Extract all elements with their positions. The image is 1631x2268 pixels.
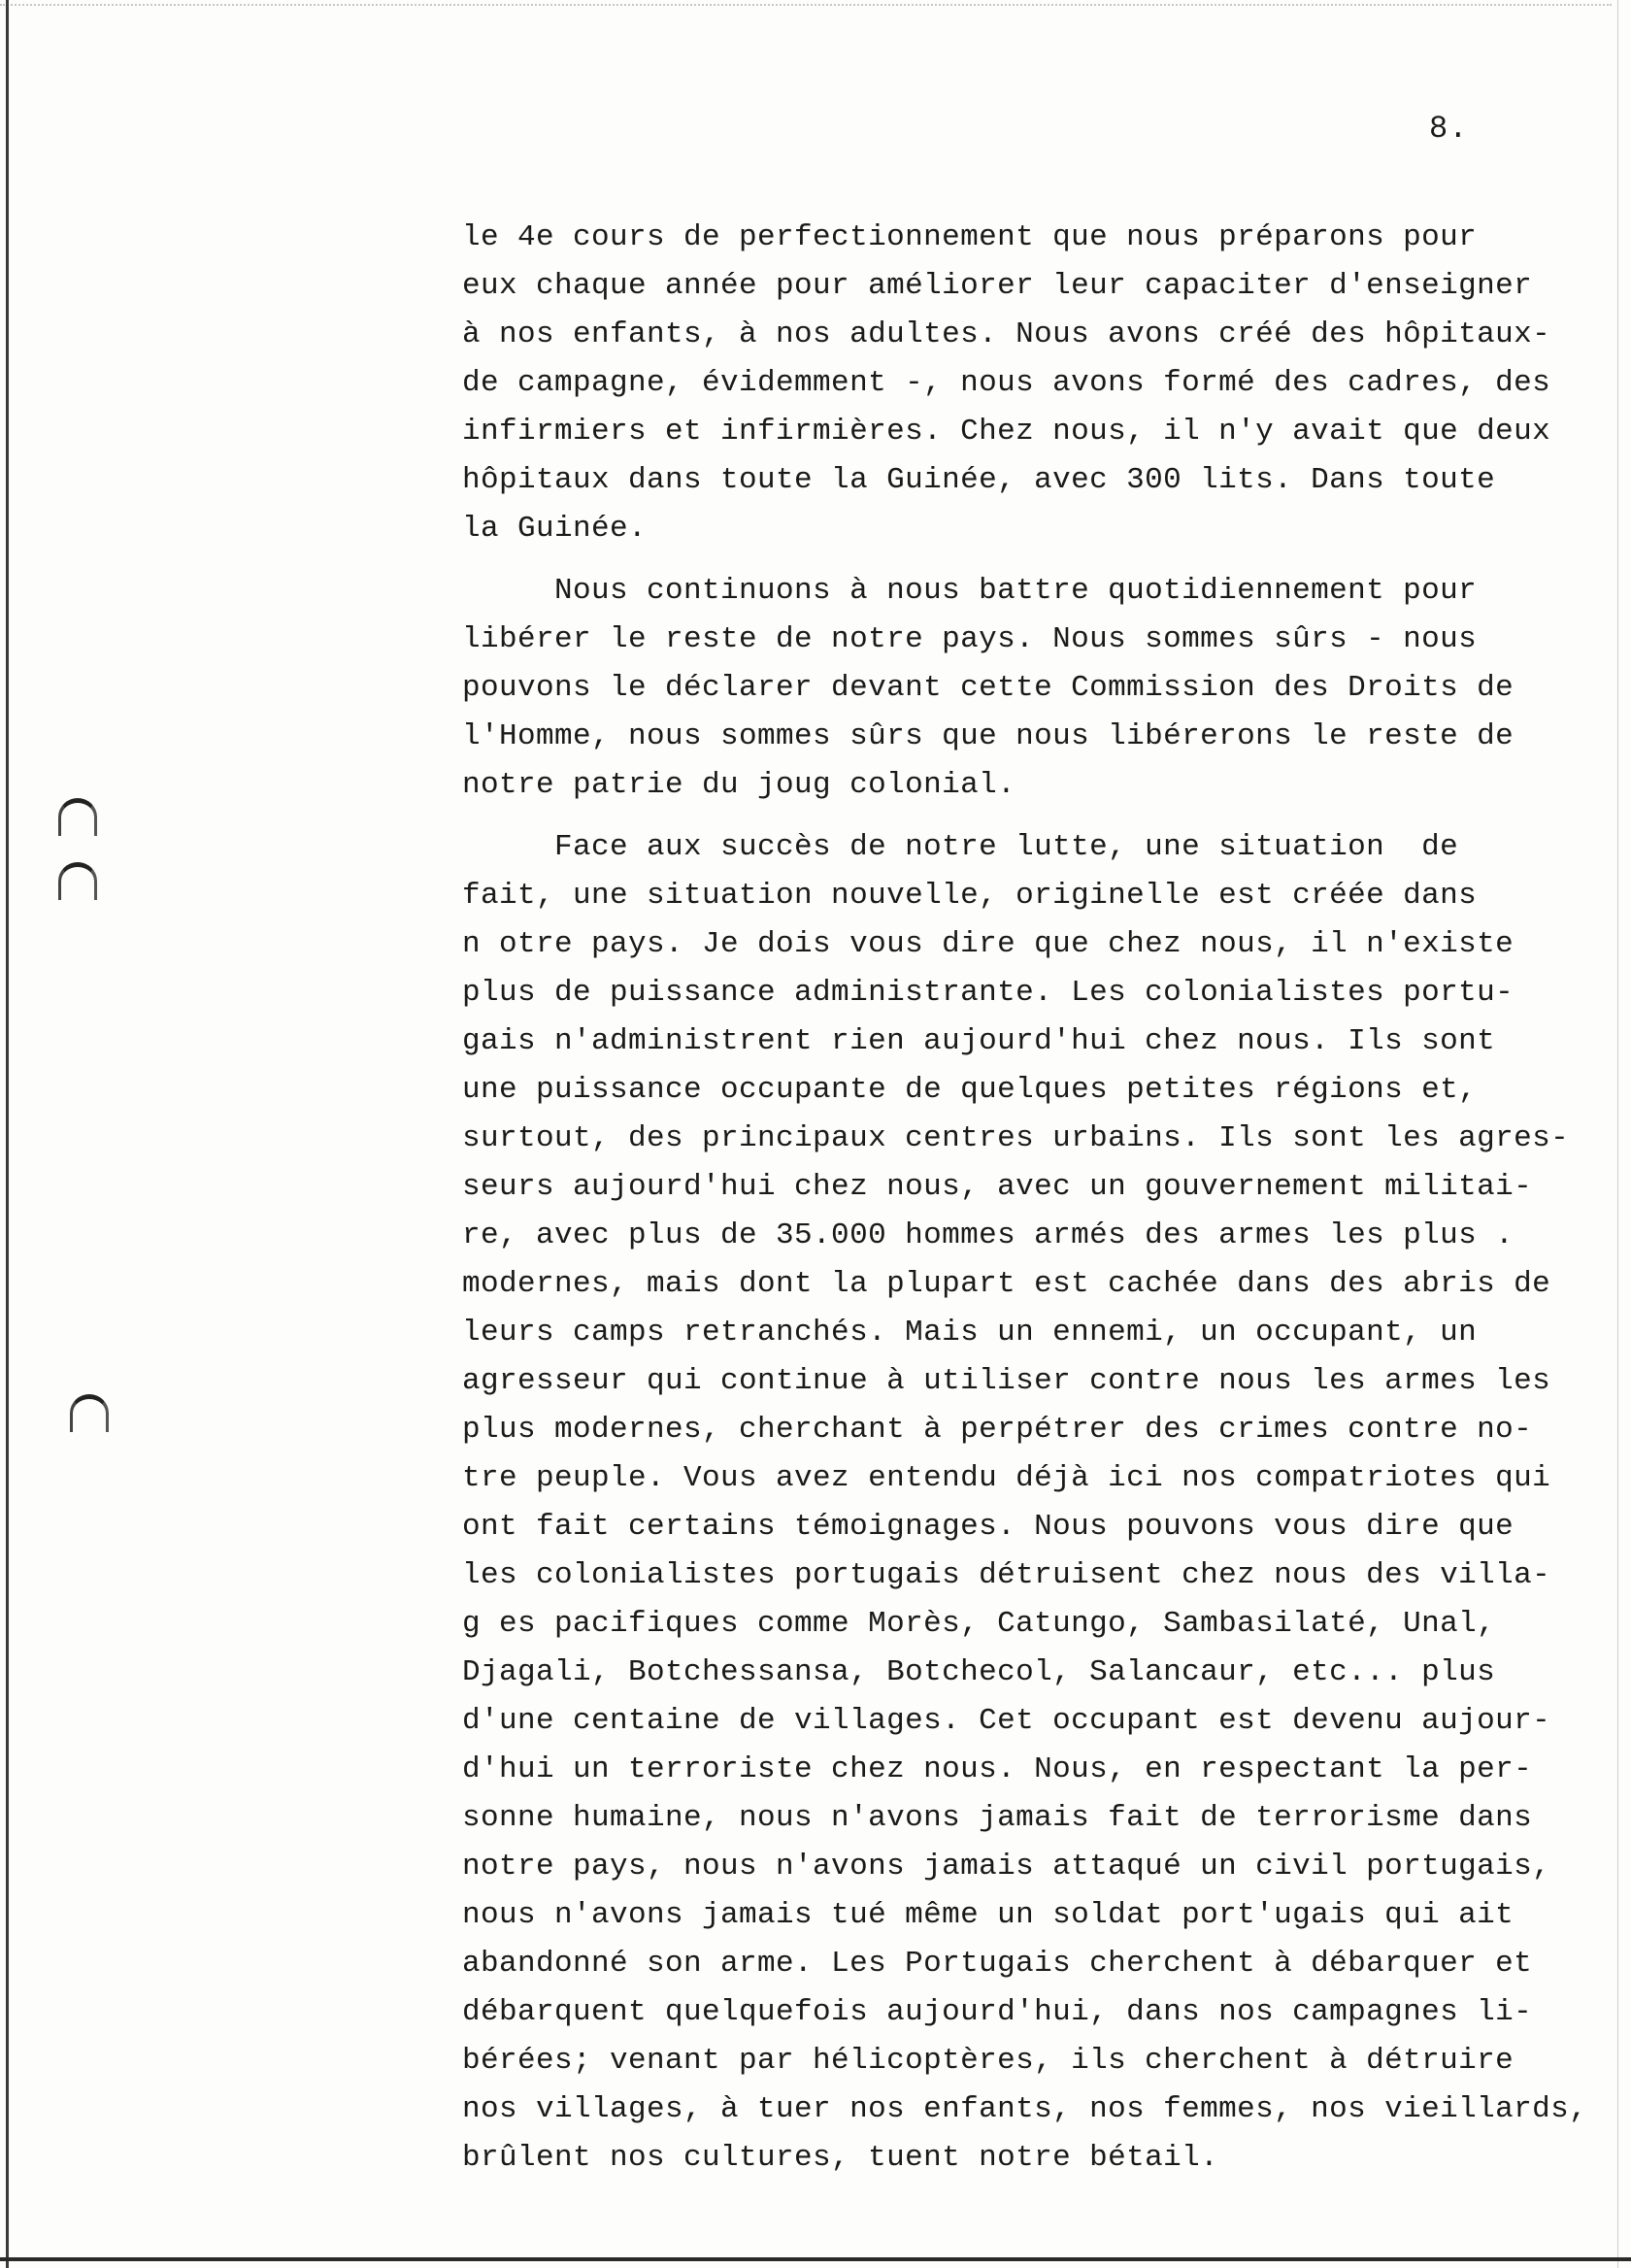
text-line: fait, une situation nouvelle, originelle est créée dans bbox=[462, 879, 1478, 913]
text-line: modernes, mais dont la plupart est cachée dans des abris de bbox=[462, 1267, 1551, 1301]
text-line: plus modernes, cherchant à perpétrer des crimes contre no- bbox=[462, 1413, 1533, 1447]
text-line: une puissance occupante de quelques petites régions et, bbox=[462, 1073, 1478, 1107]
text-line: l'Homme, nous sommes sûrs que nous libérerons le reste de bbox=[462, 719, 1514, 753]
text-line: plus de puissance administrante. Les colonialistes portu- bbox=[462, 976, 1514, 1010]
text-line: eux chaque année pour améliorer leur capaciter d'enseigner bbox=[462, 269, 1533, 303]
text-line: notre pays, nous n'avons jamais attaqué un civil portugais, bbox=[462, 1850, 1551, 1884]
text-line: n otre pays. Je dois vous dire que chez nous, il n'existe bbox=[462, 927, 1514, 961]
text-line: pouvons le déclarer devant cette Commission des Droits de bbox=[462, 671, 1514, 705]
punch-hole-mark bbox=[58, 798, 97, 836]
text-line: nos villages, à tuer nos enfants, nos femmes, nos vieillards, bbox=[462, 2092, 1588, 2126]
text-line: hôpitaux dans toute la Guinée, avec 300 lits. Dans toute bbox=[462, 463, 1496, 497]
paragraph-gap bbox=[462, 810, 1608, 823]
page-number: 8. bbox=[1429, 111, 1469, 147]
text-line: Face aux succès de notre lutte, une situation de bbox=[462, 830, 1459, 864]
text-line: nous n'avons jamais tué même un soldat port'ugais qui ait bbox=[462, 1898, 1514, 1932]
text-line: seurs aujourd'hui chez nous, avec un gouvernement militai- bbox=[462, 1170, 1533, 1204]
text-line: le 4e cours de perfectionnement que nous préparons pour bbox=[462, 220, 1478, 254]
text-line: d'une centaine de villages. Cet occupant est devenu aujour- bbox=[462, 1704, 1551, 1738]
text-line: tre peuple. Vous avez entendu déjà ici nos compatriotes qui bbox=[462, 1461, 1551, 1495]
text-line: à nos enfants, à nos adultes. Nous avons créé des hôpitaux- bbox=[462, 317, 1551, 351]
right-edge-artifact bbox=[1617, 0, 1618, 2268]
text-line: sonne humaine, nous n'avons jamais fait de terrorisme dans bbox=[462, 1801, 1533, 1835]
text-line: bérées; venant par hélicoptères, ils cherchent à détruire bbox=[462, 2044, 1514, 2078]
text-line: Nous continuons à nous battre quotidiennement pour bbox=[462, 574, 1478, 608]
text-line: abandonné son arme. Les Portugais cherchent à débarquer et bbox=[462, 1947, 1533, 1981]
text-line: notre patrie du joug colonial. bbox=[462, 768, 1016, 802]
text-line: infirmiers et infirmières. Chez nous, il n'y avait que deux bbox=[462, 415, 1551, 449]
left-edge-artifact bbox=[6, 0, 9, 2268]
text-line: d'hui un terroriste chez nous. Nous, en respectant la per- bbox=[462, 1752, 1533, 1786]
text-line: re, avec plus de 35.000 hommes armés des armes les plus . bbox=[462, 1218, 1514, 1252]
body-text bbox=[462, 214, 1608, 2183]
punch-hole-mark bbox=[58, 862, 97, 900]
text-line: de campagne, évidemment -, nous avons formé des cadres, des bbox=[462, 366, 1551, 400]
text-line: les colonialistes portugais détruisent chez nous des villa- bbox=[462, 1558, 1551, 1592]
punch-hole-mark bbox=[70, 1394, 109, 1432]
text-line: la Guinée. bbox=[462, 512, 648, 546]
text-line: libérer le reste de notre pays. Nous sommes sûrs - nous bbox=[462, 622, 1478, 656]
text-line: leurs camps retranchés. Mais un ennemi, un occupant, un bbox=[462, 1316, 1478, 1350]
text-line: Djagali, Botchessansa, Botchecol, Salancaur, etc... plus bbox=[462, 1655, 1496, 1689]
paragraph-gap bbox=[462, 553, 1608, 567]
top-edge-artifact bbox=[0, 4, 1612, 16]
text-line: brûlent nos cultures, tuent notre bétail. bbox=[462, 2141, 1219, 2175]
text-line: débarquent quelquefois aujourd'hui, dans nos campagnes li- bbox=[462, 1995, 1533, 2029]
text-line: agresseur qui continue à utiliser contre nous les armes les bbox=[462, 1364, 1551, 1398]
bottom-edge-artifact bbox=[0, 2257, 1631, 2261]
text-line: ont fait certains témoignages. Nous pouvons vous dire que bbox=[462, 1510, 1514, 1544]
text-line: gais n'administrent rien aujourd'hui chez nous. Ils sont bbox=[462, 1024, 1496, 1058]
text-line: g es pacifiques comme Morès, Catungo, Sambasilaté, Unal, bbox=[462, 1607, 1496, 1641]
text-line: surtout, des principaux centres urbains. Ils sont les agres- bbox=[462, 1121, 1570, 1155]
